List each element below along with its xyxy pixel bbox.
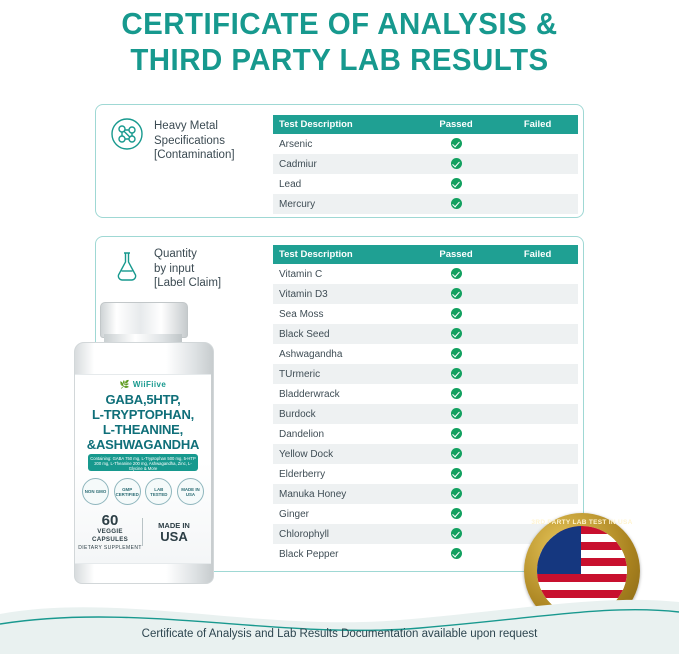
badge-made-in-usa: MADE IN USA	[177, 478, 204, 505]
table-row	[273, 134, 578, 154]
check-icon	[451, 448, 462, 459]
table-header	[273, 115, 578, 134]
supplement-text: DIETARY SUPPLEMENT	[78, 545, 142, 551]
table-row	[273, 484, 578, 504]
check-icon	[451, 268, 462, 279]
check-icon	[451, 288, 462, 299]
table-row	[273, 444, 578, 464]
footer-wave	[0, 580, 679, 654]
footer-note: Certificate of Analysis and Lab Results Documentation available upon request	[141, 628, 538, 640]
cell-failed	[497, 174, 578, 194]
made-in-line-2: USA	[160, 528, 188, 544]
label-line-3: [Contamination]	[154, 149, 235, 161]
label-line-1: Heavy Metal	[154, 120, 218, 132]
cell-failed	[497, 154, 578, 174]
cell-failed	[497, 264, 578, 284]
check-icon	[451, 388, 462, 399]
cell-description: Black Pepper	[279, 548, 339, 560]
cell-failed	[497, 134, 578, 154]
brand-name	[48, 380, 238, 389]
table-row	[273, 404, 578, 424]
cell-failed	[497, 344, 578, 364]
check-icon	[451, 328, 462, 339]
product-name	[48, 392, 238, 452]
col-header-description: Test Description	[273, 245, 415, 264]
product-line-2: L-TRYPTOPHAN,	[91, 407, 195, 422]
cell-passed	[415, 134, 497, 154]
check-icon	[451, 158, 462, 169]
check-icon	[451, 488, 462, 499]
seal-text-top: 3RD PARTY LAB TEST IN USA	[531, 519, 633, 526]
check-icon	[451, 308, 462, 319]
made-in-usa	[143, 521, 205, 544]
check-icon	[451, 368, 462, 379]
cell-passed	[415, 344, 497, 364]
bottle-footer	[78, 512, 208, 552]
badge-gmp: GMP CERTIFIED	[114, 478, 141, 505]
cell-passed	[415, 384, 497, 404]
cell-description: Cadmiur	[273, 154, 415, 174]
col-header-failed: Failed	[497, 245, 578, 264]
cell-description: Vitamin C	[279, 268, 323, 280]
cell-failed	[497, 194, 578, 214]
table-row	[273, 264, 578, 284]
check-icon	[451, 198, 462, 209]
table-row	[273, 384, 578, 404]
col-header-passed: Passed	[415, 245, 497, 264]
table-row	[273, 324, 578, 344]
cell-failed	[497, 484, 578, 504]
title-line-1: CERTIFICATE OF ANALYSIS &	[121, 6, 558, 41]
cell-description: Mercury	[273, 194, 415, 214]
check-icon	[451, 508, 462, 519]
table-row	[273, 174, 578, 194]
product-line-4: &ASHWAGANDHA	[86, 437, 200, 452]
cell-passed	[415, 154, 497, 174]
badge-lab-tested: LAB TESTED	[145, 478, 172, 505]
check-icon	[451, 468, 462, 479]
cell-description: Sea Moss	[279, 308, 324, 320]
label-line-1: Quantity	[154, 248, 197, 260]
table-header	[273, 245, 578, 264]
product-line-3: L-THEANINE,	[102, 422, 184, 437]
bottle-cap	[100, 302, 188, 338]
count-label-2: CAPSULES	[91, 535, 129, 543]
cell-failed	[497, 384, 578, 404]
check-icon	[451, 348, 462, 359]
panel-quantity-label	[154, 247, 221, 291]
check-icon	[451, 408, 462, 419]
cell-passed	[415, 464, 497, 484]
cell-failed	[497, 424, 578, 444]
page-title	[17, 6, 662, 78]
cell-passed	[415, 364, 497, 384]
cell-description: Vitamin D3	[273, 284, 415, 304]
table-row	[273, 154, 578, 174]
count-label-1: VEGGIE	[97, 528, 123, 535]
cell-description: Lead	[279, 178, 302, 190]
badge-non-gmo: NON GMO	[82, 478, 109, 505]
cell-passed	[415, 424, 497, 444]
table-row	[273, 424, 578, 444]
count-number: 60	[101, 512, 119, 529]
capsule-count	[78, 513, 142, 551]
check-icon	[451, 548, 462, 559]
cell-description: Elderberry	[279, 468, 326, 480]
flag-canton	[537, 526, 581, 574]
cell-description: Burdock	[273, 404, 415, 424]
product-line-1: GABA,5HTP,	[105, 392, 181, 407]
cell-failed	[497, 404, 578, 424]
cell-passed	[415, 304, 497, 324]
cell-passed	[415, 484, 497, 504]
label-line-3: [Label Claim]	[154, 277, 222, 289]
col-header-passed: Passed	[415, 115, 497, 134]
label-line-2: Specifications	[154, 134, 225, 147]
cell-failed	[497, 304, 578, 324]
table-row	[273, 304, 578, 324]
cell-failed	[497, 364, 578, 384]
title-line-2: THIRD PARTY LAB RESULTS	[130, 42, 549, 77]
cell-description: Arsenic	[279, 138, 313, 150]
col-header-description: Test Description	[273, 115, 415, 134]
cell-failed	[497, 324, 578, 344]
cell-passed	[415, 194, 497, 214]
table-body	[273, 134, 578, 214]
panel-heavy-metals-label	[154, 119, 235, 163]
cell-failed	[497, 464, 578, 484]
table-heavy-metals	[273, 115, 578, 214]
cell-passed	[415, 284, 497, 304]
cell-description: Bladderwrack	[279, 388, 340, 400]
cell-passed	[415, 174, 497, 194]
cell-description: Dandelion	[279, 428, 325, 440]
cell-passed	[415, 504, 497, 524]
cell-description: Ginger	[279, 508, 310, 520]
leaf-icon: 🌿	[119, 380, 131, 389]
table-row	[273, 284, 578, 304]
table-row	[273, 364, 578, 384]
check-icon	[451, 528, 462, 539]
cell-passed	[415, 444, 497, 464]
cell-passed	[415, 404, 497, 424]
cell-description: Manuka Honey	[273, 484, 415, 504]
check-icon	[451, 178, 462, 189]
table-row	[273, 344, 578, 364]
cell-passed	[415, 264, 497, 284]
label-line-2: by input	[154, 262, 195, 275]
product-bottle-image	[48, 296, 238, 596]
cell-failed	[497, 444, 578, 464]
cell-failed	[497, 284, 578, 304]
col-header-failed: Failed	[497, 115, 578, 134]
cell-description: Yellow Dock	[273, 444, 415, 464]
cell-passed	[415, 324, 497, 344]
cell-passed	[415, 544, 497, 564]
flask-icon	[110, 249, 144, 283]
check-icon	[451, 428, 462, 439]
cell-description: Chlorophyll	[273, 524, 415, 544]
brand-text: WiiFiive	[132, 380, 167, 389]
table-row	[273, 194, 578, 214]
cell-description: Black Seed	[273, 324, 415, 344]
cell-description: Ashwagandha	[279, 348, 343, 360]
cell-description: TUrmeric	[273, 364, 415, 384]
check-icon	[451, 138, 462, 149]
certification-badges	[82, 478, 204, 505]
ingredient-strip: Containing: GABA 750 mg, L-Tryptophan 500 mg, 5-HTP 200 mg, L-Theanine 200 mg, Ashwagandha, Zinc, L-Glycine & More	[88, 454, 198, 471]
cell-passed	[415, 524, 497, 544]
panel-heavy-metals	[95, 104, 584, 218]
molecule-icon	[110, 117, 144, 151]
made-in-line-1: MADE IN	[158, 520, 190, 530]
table-row	[273, 464, 578, 484]
